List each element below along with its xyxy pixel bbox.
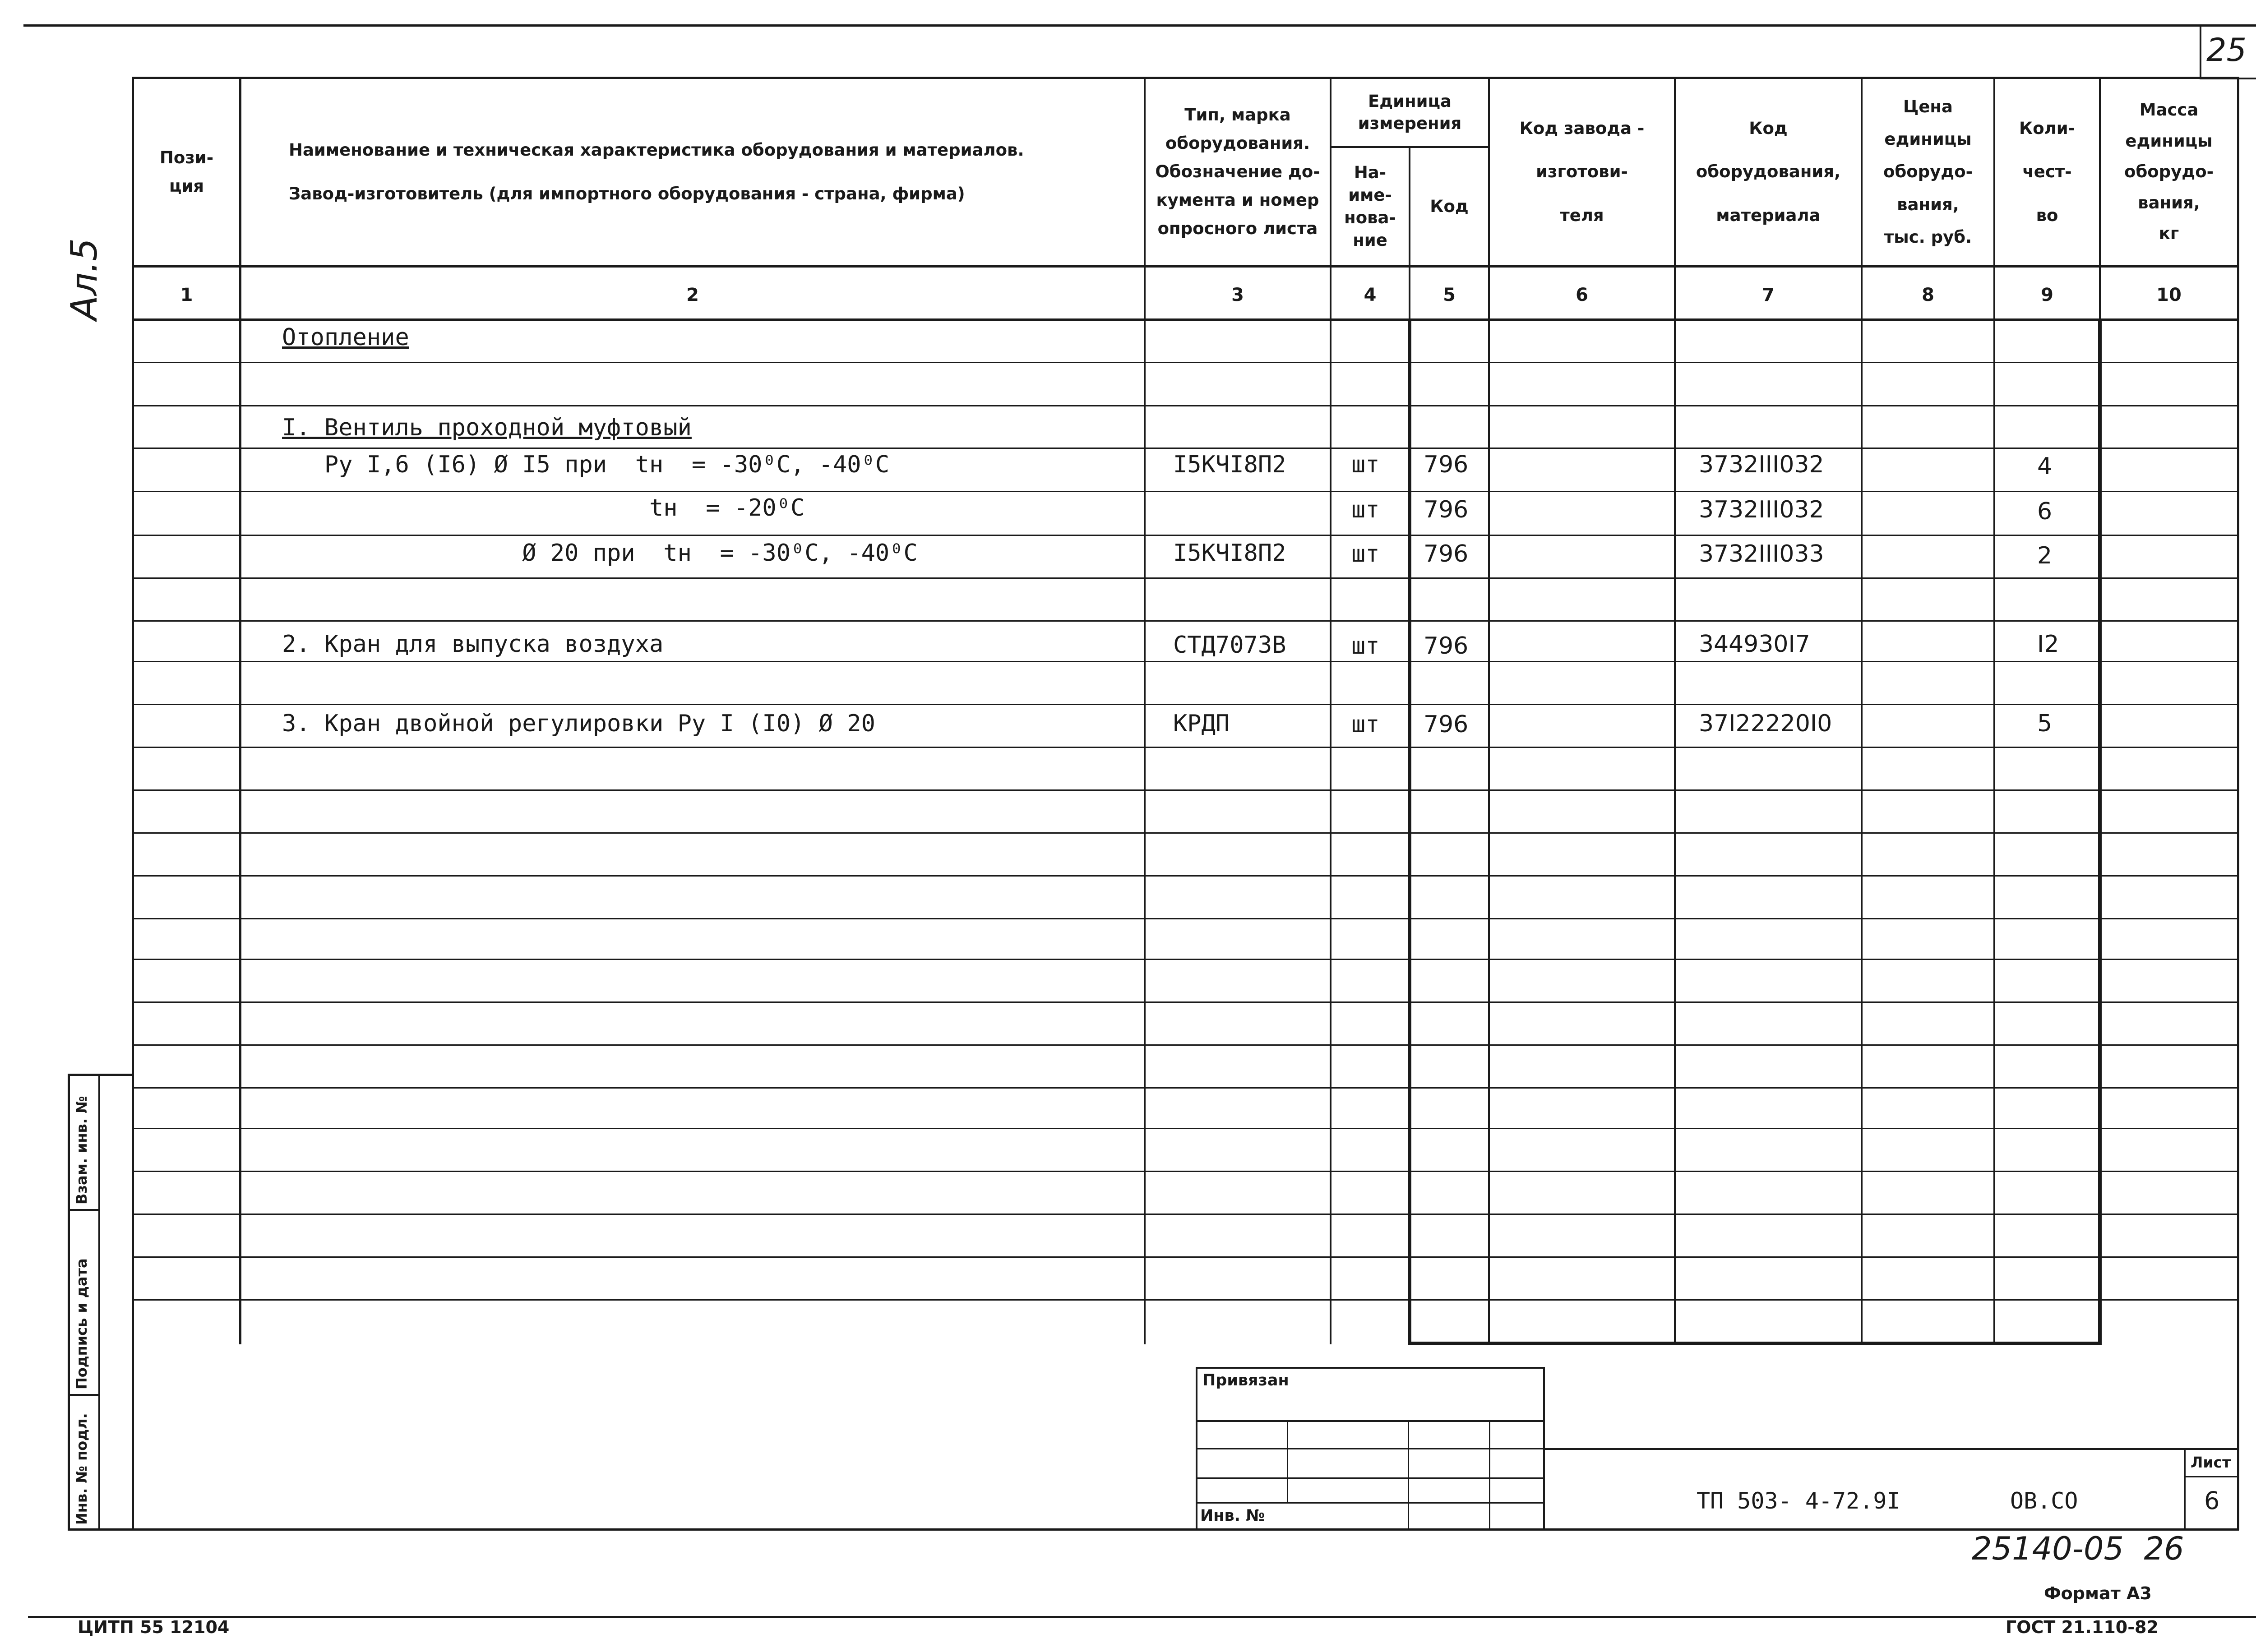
margin-note: Ал.5	[63, 238, 105, 320]
table-row-qty: 4	[2037, 453, 2053, 480]
table-row-type: КРДП	[1173, 710, 1230, 737]
header-col6: Код завода - изготови- теля	[1519, 119, 1645, 225]
row-separator	[132, 1044, 2237, 1046]
list-label: Лист	[2191, 1454, 2231, 1471]
inv-no-label: Инв. №	[1200, 1507, 1265, 1525]
stamp-podpis: Подпись и дата	[73, 1258, 90, 1389]
column-number: 10	[2156, 285, 2182, 305]
header-col10: Масса единицы оборудо- вания, кг	[2124, 100, 2214, 244]
table-row-type: I5КЧI8П2	[1173, 451, 1286, 478]
row-separator	[132, 577, 2237, 579]
row-separator	[132, 1001, 2237, 1003]
table-row-name: 3. Кран двойной регулировки Ру I (I0) Ø 20	[282, 710, 875, 737]
table-row-type: СТД7073В	[1173, 632, 1286, 659]
table-row-type: I5КЧI8П2	[1173, 540, 1286, 567]
row-separator	[132, 362, 2237, 363]
header-col7: Код оборудования, материала	[1696, 119, 1841, 225]
table-row-code: 796	[1424, 540, 1469, 568]
table-row-material-code: 3732III032	[1699, 496, 1824, 523]
column-number: 4	[1364, 285, 1377, 305]
section-title: Отопление	[282, 324, 409, 351]
table-row-unit: шт	[1351, 540, 1380, 568]
column-number: 5	[1443, 285, 1456, 305]
row-separator	[132, 535, 2237, 536]
row-separator	[132, 918, 2237, 919]
stamp-vzam: Взам. инв. №	[73, 1096, 90, 1204]
row-separator	[132, 1256, 2237, 1258]
row-separator	[132, 1214, 2237, 1215]
column-number: 9	[2041, 285, 2053, 305]
table-row-unit: шт	[1351, 711, 1380, 738]
table-row-name: I. Вентиль проходной муфтовый	[282, 414, 692, 441]
header-col5: Код	[1430, 196, 1469, 216]
header-col2: Наименование и техническая характеристика оборудования и материалов. Завод-изготовитель (для импортного оборудования - страна, фирма)	[289, 140, 1024, 203]
header-col8: Цена единицы оборудо- вания, тыс. руб.	[1883, 97, 1973, 247]
row-separator	[132, 620, 2237, 622]
header-col4: На- име- нова- ние	[1344, 163, 1396, 250]
table-right	[2237, 77, 2239, 1530]
column-number: 6	[1576, 285, 1588, 305]
table-row-name: tн = -20⁰С	[282, 494, 805, 521]
table-row-qty: 5	[2037, 710, 2053, 737]
column-number: 3	[1231, 285, 1244, 305]
row-separator	[132, 789, 2237, 791]
table-row-code: 796	[1424, 496, 1469, 523]
sheet-corner-number: 25	[2206, 32, 2247, 69]
frame-bottom	[28, 1616, 2256, 1618]
row-separator	[132, 1171, 2237, 1172]
header-col3: Тип, марка оборудования. Обозначение до- кумента и номер опросного листа	[1155, 105, 1320, 238]
table-row-code: 796	[1424, 632, 1469, 660]
column-number: 2	[686, 285, 699, 305]
publisher-label: ЦИТП 55 12104	[78, 1617, 230, 1637]
table-row-unit: шт	[1351, 632, 1380, 660]
row-separator	[132, 448, 2237, 449]
row-separator	[132, 1128, 2237, 1129]
table-row-material-code: 37I22220I0	[1699, 710, 1832, 737]
table-row-qty: 2	[2037, 542, 2053, 569]
table-row-name: Ру I,6 (I6) Ø I5 при tн = -30⁰С, -40⁰С	[282, 451, 890, 478]
table-bottom	[68, 1528, 2239, 1531]
row-separator	[132, 1087, 2237, 1089]
column-number: 1	[180, 285, 193, 305]
row-separator	[132, 1299, 2237, 1301]
table-row-material-code: 3732III033	[1699, 540, 1824, 568]
header-col9: Коли- чест- во	[2019, 119, 2076, 225]
row-separator	[132, 832, 2237, 834]
header-col1: Пози- ция	[159, 148, 214, 196]
section-code: ОВ.СО	[2010, 1488, 2078, 1514]
table-row-material-code: 3732III032	[1699, 451, 1824, 478]
header-unit-group: Единица измерения	[1358, 92, 1462, 133]
gost-label: ГОСТ 21.110-82	[2006, 1617, 2159, 1637]
column-number: 7	[1762, 285, 1775, 305]
table-row-material-code: 344930I7	[1699, 631, 1810, 658]
frame-top	[23, 24, 2256, 27]
format-label: Формат А3	[2044, 1583, 2152, 1603]
table-row-unit: шт	[1351, 451, 1380, 478]
table-row-qty: 6	[2037, 498, 2053, 525]
row-separator	[132, 875, 2237, 877]
table-row-code: 796	[1424, 711, 1469, 738]
stamp-inv-podl: Инв. № подл.	[73, 1413, 90, 1525]
doc-code: ТП 503- 4-72.9I	[1697, 1488, 1900, 1514]
archive-number: 25140-05 26	[1972, 1530, 2184, 1567]
row-separator	[132, 704, 2237, 705]
table-row-code: 796	[1424, 451, 1469, 478]
list-number: 6	[2204, 1486, 2220, 1515]
column-number: 8	[1922, 285, 1934, 305]
row-separator	[132, 959, 2237, 960]
table-row-qty: I2	[2037, 631, 2059, 658]
row-separator	[132, 491, 2237, 492]
table-row-name: Ø 20 при tн = -30⁰С, -40⁰С	[282, 540, 918, 567]
row-separator	[132, 661, 2237, 662]
privyazan-label: Привязан	[1202, 1371, 1289, 1389]
row-separator	[132, 747, 2237, 748]
row-separator	[132, 405, 2237, 406]
table-row-name: 2. Кран для выпуска воздуха	[282, 631, 664, 658]
table-row-unit: шт	[1351, 496, 1380, 523]
